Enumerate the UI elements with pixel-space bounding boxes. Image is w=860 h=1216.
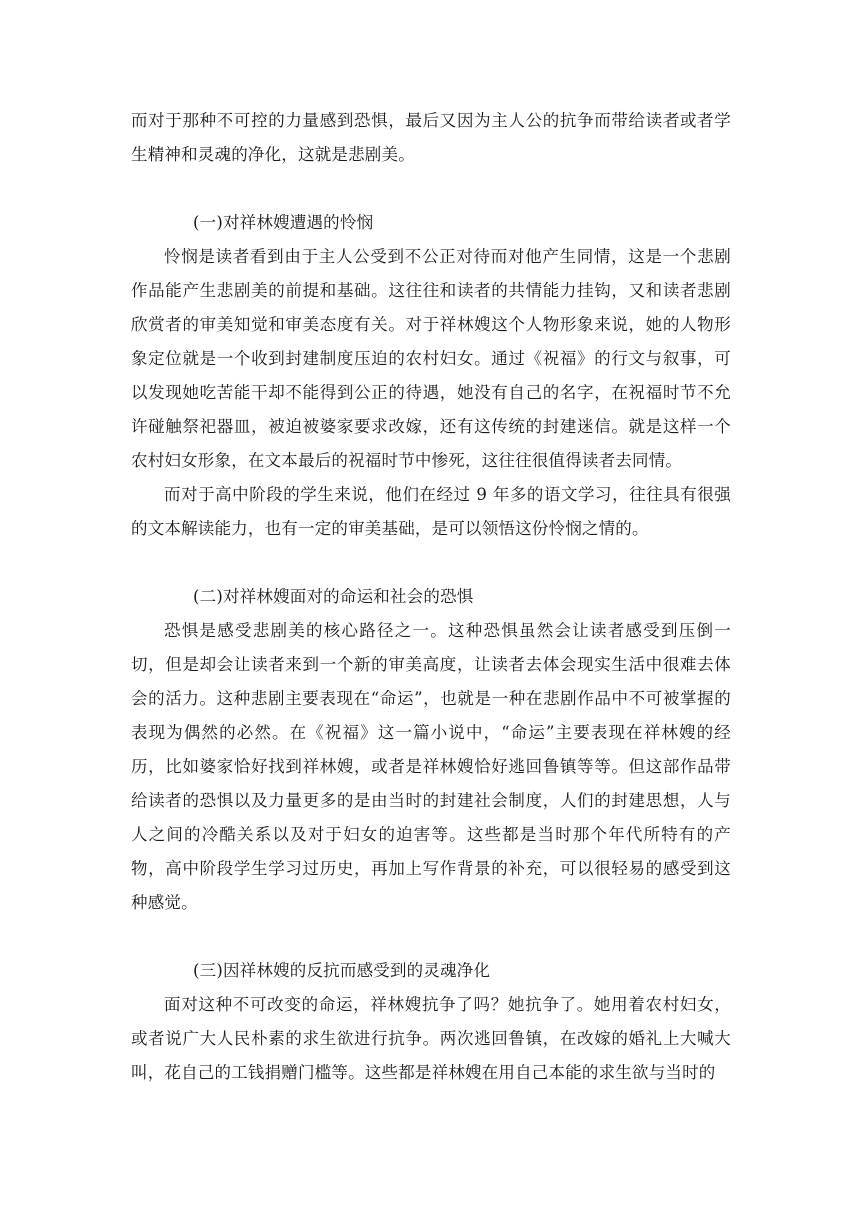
section-gap [131, 546, 731, 580]
paragraph-purification: 面对这种不可改变的命运，祥林嫂抗争了吗？她抗争了。她用着农村妇女，或者说广大人民朴素的求生欲进行抗争。两次逃回鲁镇，在改嫁的婚礼上大喊大叫，花自己的工钱捐赠门槛等。这些都是祥林嫂在用自己本能的求生欲与当时的 [131, 995, 731, 1082]
section-gap [131, 172, 731, 206]
paragraph-fear: 恐惧是感受悲剧美的核心路径之一。这种恐惧虽然会让读者感受到压倒一切，但是却会让读者来到一个新的审美高度，让读者去体会现实生活中很难去体会的活力。这种悲剧主要表现在“命运”，也就是一种在悲剧作品中不可被掌握的表现为偶然的必然。在《祝福》这一篇小说中，“命运”主要表现在祥林嫂的经历，比如婆家恰好找到祥林嫂，或者是祥林嫂恰好逃回鲁镇等等。但这部作品带给读者的恐惧以及力量更多的是由当时的封建社会制度，人们的封建思想，人与人之间的冷酷关系以及对于妇女的迫害等。这些都是当时那个年代所特有的产物，高中阶段学生学习过历史，再加上写作背景的补充，可以很轻易的感受到这种感觉。 [131, 621, 731, 912]
section-gap [131, 920, 731, 954]
paragraph-pity-students: 而对于高中阶段的学生来说，他们在经过 9 年多的语文学习，往往具有很强的文本解读能力，也有一定的审美基础，是可以领悟这份怜悯之情的。 [131, 485, 731, 538]
section-heading-fear: (二)对祥林嫂面对的命运和社会的恐惧 [193, 587, 474, 606]
section-heading-pity: (一)对祥林嫂遭遇的怜悯 [193, 213, 374, 232]
paragraph-intro-continued: 而对于那种不可控的力量感到恐惧，最后又因为主人公的抗争而带给读者或者学生精神和灵魂的净化，这就是悲剧美。 [131, 111, 731, 164]
document-body [131, 104, 731, 1090]
section-heading-purification: (三)因祥林嫂的反抗而感受到的灵魂净化 [193, 961, 491, 980]
paragraph-pity: 怜悯是读者看到由于主人公受到不公正对待而对他产生同情，这是一个悲剧作品能产生悲剧美的前提和基础。这往往和读者的共情能力挂钩，又和读者悲剧欣赏者的审美知觉和审美态度有关。对于祥林嫂这个人物形象来说，她的人物形象定位就是一个收到封建制度压迫的农村妇女。通过《祝福》的行文与叙事，可以发现她吃苦能干却不能得到公正的待遇，她没有自己的名字，在祝福时节不允许碰触祭祀器皿，被迫被婆家要求改嫁，还有这传统的封建迷信。就是这样一个农村妇女形象，在文本最后的祝福时节中惨死，这往往很值得读者去同情。 [131, 247, 731, 470]
